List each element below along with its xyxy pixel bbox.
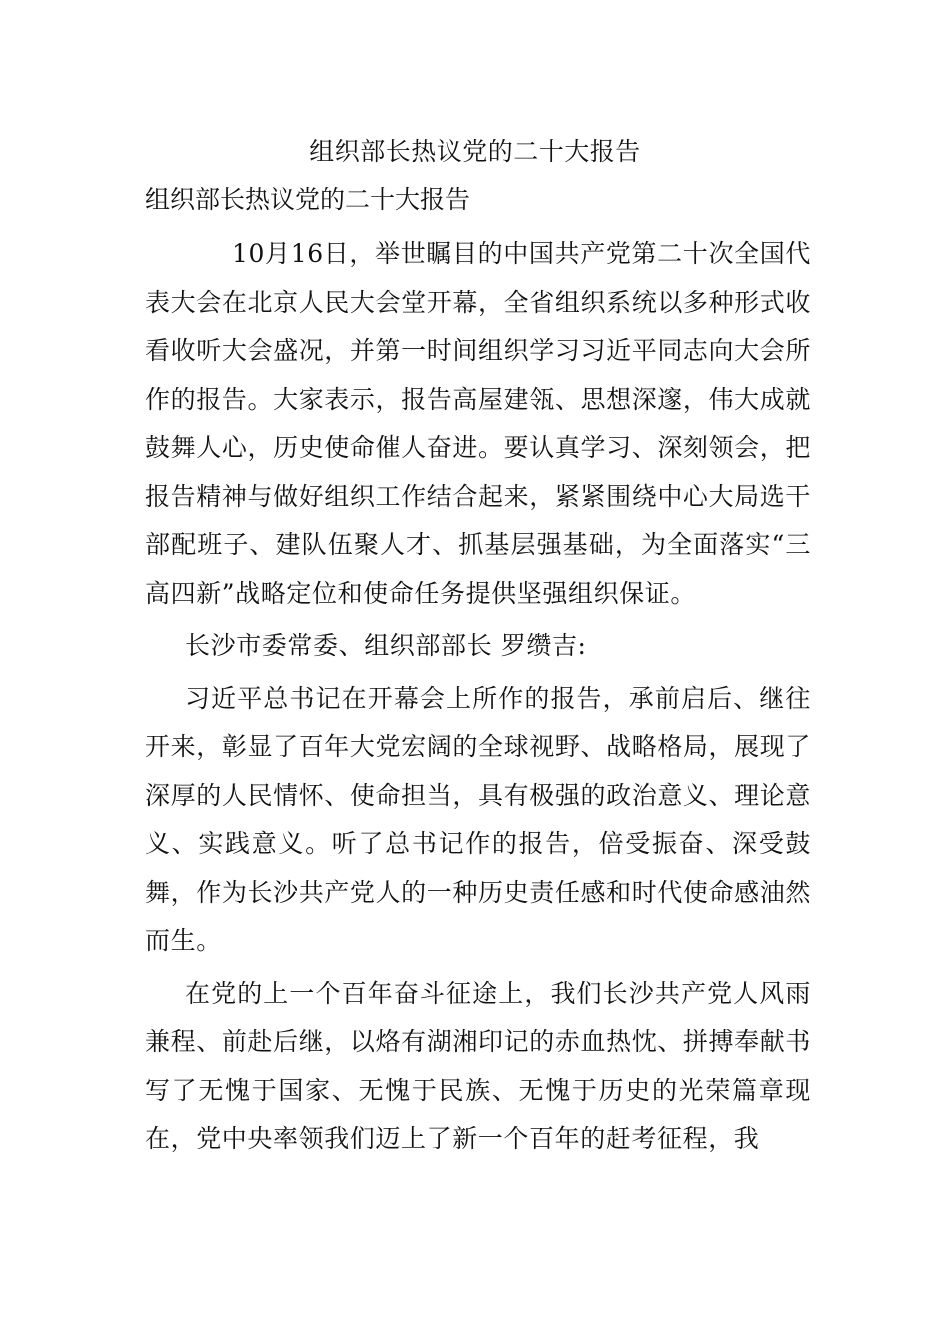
document-title: 组织部长热议党的二十大报告 <box>309 137 641 166</box>
paragraph-speaker: 长沙市委常委、组织部部长 罗缵吉: <box>185 631 587 660</box>
document-body <box>145 230 811 1164</box>
document-subtitle: 组织部长热议党的二十大报告 <box>145 185 471 214</box>
paragraph-report-remarks: 习近平总书记在开幕会上所作的报告，承前启后、继往开来，彰显了百年大党宏阔的全球视野、战略格局，展现了深厚的人民情怀、使命担当，具有极强的政治意义、理论意义、实践意义。听了总书记作的报告，倍受振奋、深受鼓舞，作为长沙共产党人的一种历史责任感和时代使命感油然而生。 <box>145 683 811 955</box>
paragraph-intro: 10月16日，举世瞩目的中国共产党第二十次全国代表大会在北京人民大会堂开幕，全省组织系统以多种形式收看收听大会盛况，并第一时间组织学习习近平同志向大会所作的报告。大家表示，报告高屋建瓴、思想深邃，伟大成就鼓舞人心，历史使命催人奋进。要认真学习、深刻领会，把报告精神与做好组织工作结合起来，紧紧围绕中心大局选干部配班子、建队伍聚人才、抓基层强基础，为全面落实“三高四新”战略定位和使命任务提供坚强组织保证。 <box>145 239 811 608</box>
paragraph-history: 在党的上一个百年奋斗征途上，我们长沙共产党人风雨兼程、前赴后继，以烙有湖湘印记的赤血热忱、拼搏奉献书写了无愧于国家、无愧于民族、无愧于历史的光荣篇章现在，党中央率领我们迈上了新一个百年的赶考征程，我 <box>145 978 811 1153</box>
